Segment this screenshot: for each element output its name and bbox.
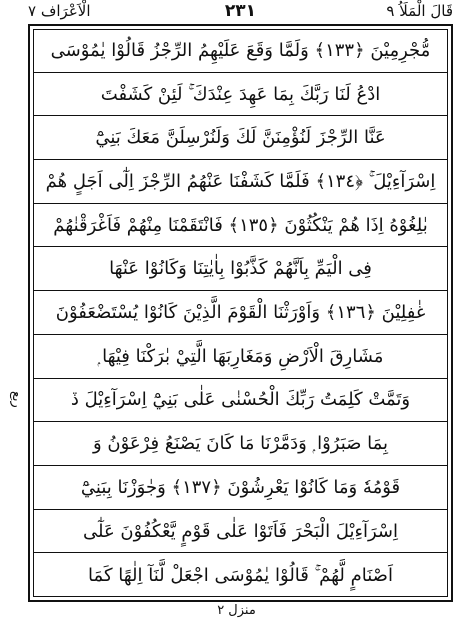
text-line: ادْعُ لَنَا رَبَّكَ بِمَا عَهِدَ عِنْدَكَ ۚ لَئِنْ كَشَفْتَ bbox=[33, 73, 448, 117]
text-line: مَشَارِقَ الْاَرْضِ وَمَغَارِبَهَا الَّتِيْ بٰرَكْنَا فِيْهَا ۭ bbox=[33, 335, 448, 379]
text-line: بِمَا صَبَرُوْا ۭ وَدَمَّرْنَا مَا كَانَ يَصْنَعُ فِرْعَوْنُ وَ bbox=[33, 422, 448, 466]
text-line: اِسْرَآءِيْلَ ۚ ﴿١٣٤﴾ فَلَمَّا كَشَفْنَا عَنْهُمُ الرِّجْزَ اِلٰٓى اَجَلٍ هُمْ bbox=[33, 160, 448, 204]
page-header bbox=[28, 0, 453, 24]
text-lines bbox=[33, 29, 448, 597]
text-line: فِى الْيَمِّ بِاَنَّهُمْ كَذَّبُوْا بِاٰيٰتِنَا وَكَانُوْا عَنْهَا bbox=[33, 248, 448, 292]
manzil-footer: منزل ٢ bbox=[217, 603, 256, 618]
text-line: مُّجْرِمِيْنَ ﴿١٣٣﴾ وَلَمَّا وَقَعَ عَلَيْهِمُ الرِّجْزُ قَالُوْا يٰمُوْسَى bbox=[33, 29, 448, 73]
text-line: عَنَّا الرِّجْزَ لَنُؤْمِنَنَّ لَكَ وَلَنُرْسِلَنَّ مَعَكَ بَنِيْٓ bbox=[33, 116, 448, 160]
text-line: وَتَمَّتْ كَلِمَتُ رَبِّكَ الْحُسْنٰى عَلٰى بَنِيْٓ اِسْرَآءِيْلَ ڏ bbox=[33, 379, 448, 423]
text-line: قَوْمُهٗ وَمَا كَانُوْا يَعْرِشُوْنَ ﴿١٣٧﴾ وَجٰوَزْنَا بِبَنِيْٓ bbox=[33, 466, 448, 510]
surah-title: الْاَعْرَاف ۷ bbox=[28, 2, 91, 20]
juz-title: قَالَ الْمَلَاُ ۹ bbox=[386, 2, 453, 20]
text-line: بٰلِغُوْهُ اِذَا هُمْ يَنْكُثُوْنَ ﴿١٣٥﴾ فَانْتَقَمْنَا مِنْهُمْ فَاَغْرَقْنٰهُمْ bbox=[33, 204, 448, 248]
page-number: ۲۳۱ bbox=[224, 1, 257, 21]
rub-marker: ربع bbox=[9, 391, 24, 408]
text-line: غٰفِلِيْنَ ﴿١٣٦﴾ وَاَوْرَثْنَا الْقَوْمَ الَّذِيْنَ كَانُوْا يُسْتَضْعَفُوْنَ bbox=[33, 291, 448, 335]
text-line: اَصْنَامٍ لَّهُمْ ۚ قَالُوْا يٰمُوْسَى اجْعَلْ لَّنَآ اِلٰهًا كَمَا bbox=[88, 564, 393, 586]
text-line: اِسْرَآءِيْلَ الْبَحْرَ فَاَتَوْا عَلٰى قَوْمٍ يَّعْكُفُوْنَ عَلٰٓى bbox=[33, 510, 448, 554]
